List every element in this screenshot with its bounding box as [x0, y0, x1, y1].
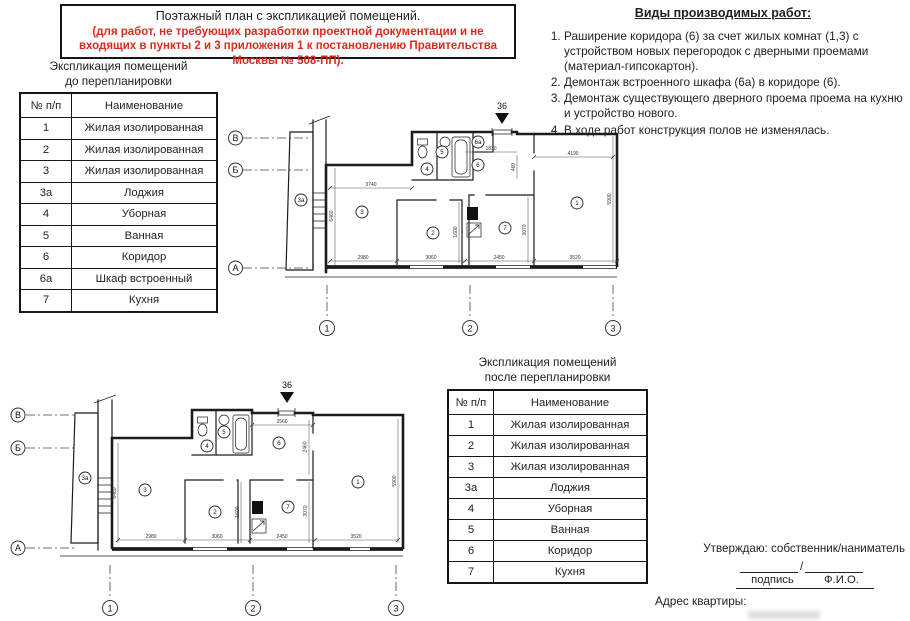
- cell-name: Кухня: [494, 562, 648, 584]
- table-after-title-line2: после перепланировки: [484, 370, 611, 385]
- room-label: [352, 476, 364, 488]
- entrance-opening: [278, 408, 295, 417]
- cell-num: 3: [448, 457, 494, 478]
- room-label: [571, 197, 583, 209]
- dim-label: 2980: [357, 255, 369, 261]
- cell-num: 5: [20, 225, 72, 247]
- svg-text:5: 5: [440, 149, 444, 157]
- fio-caption: Ф.И.О.: [823, 574, 859, 586]
- col-header-name: Наименование: [72, 93, 218, 118]
- svg-text:6: 6: [476, 162, 480, 170]
- cell-name: Кухня: [72, 290, 218, 312]
- axis-col-marker: [320, 321, 335, 336]
- exterior-wall: [313, 120, 326, 270]
- svg-text:А: А: [232, 263, 239, 274]
- washbasin-icon: [440, 137, 450, 147]
- cell-num: 4: [448, 499, 494, 520]
- dim-label: 3070: [522, 224, 528, 236]
- page-title: Поэтажный план с экспликацией помещений.: [155, 9, 421, 23]
- axis-col-marker: [463, 321, 478, 336]
- table-header-row: [20, 93, 217, 118]
- axis-row-marker: [11, 408, 25, 422]
- dim-label: 2460: [302, 441, 309, 453]
- cell-name: Ванная: [494, 520, 648, 541]
- dim-label: 2450: [276, 534, 288, 540]
- svg-text:3: 3: [143, 487, 147, 495]
- dim-label: 2980: [145, 534, 157, 540]
- cell-name: Ванная: [72, 225, 218, 247]
- table-row: [448, 457, 647, 478]
- cell-name: Уборная: [494, 499, 648, 520]
- cell-name: Жилая изолированная: [494, 457, 648, 478]
- dim-label: 2560: [276, 419, 288, 425]
- cell-name: Шкаф встроенный: [72, 268, 218, 290]
- table-row: [448, 478, 647, 499]
- col-header-num: № п/п: [20, 93, 72, 118]
- title-red-note: (для работ, не требующих разработки проектной документации и не входящих в пункты 2 и 3 приложения 1 к постановлению Правительства Москвы № 508-ПП).: [78, 26, 498, 67]
- fio-blank: [805, 562, 863, 573]
- svg-text:3а: 3а: [297, 197, 305, 205]
- cell-num: 6: [448, 541, 494, 562]
- svg-text:В: В: [232, 133, 239, 144]
- signature-line: [740, 560, 872, 573]
- signature-caption: подпись: [751, 574, 794, 586]
- approval-text: Утверждаю: собственник/наниматель: [703, 542, 905, 555]
- table-row: [20, 182, 217, 204]
- col-header-name: Наименование: [494, 390, 648, 415]
- entrance-number: 36: [281, 380, 293, 390]
- dim-label: 4190: [567, 151, 579, 157]
- stove-icon: [252, 501, 266, 533]
- dim-label: 3070: [303, 505, 309, 517]
- entrance-number: 36: [496, 101, 508, 111]
- room-label: [436, 146, 448, 158]
- entrance-arrow-icon: [495, 113, 509, 124]
- table-row: [20, 161, 217, 183]
- dim-label: 460: [511, 162, 517, 172]
- cell-name: Жилая изолированная: [494, 415, 648, 436]
- cell-num: 6: [20, 247, 72, 269]
- dim-label: 3060: [211, 534, 223, 540]
- room-label: [218, 426, 230, 438]
- room-label-loggia: [79, 472, 91, 484]
- svg-text:5: 5: [222, 429, 226, 437]
- dim-label: 3520: [350, 534, 362, 540]
- redacted-smudge: [748, 611, 820, 619]
- axis-col-marker: [389, 601, 404, 616]
- table-after-title-line1: Экспликация помещений: [478, 355, 617, 369]
- table-row: [448, 499, 647, 520]
- cell-num: 3: [20, 161, 72, 183]
- table-row: [20, 118, 217, 140]
- table-row: [448, 562, 647, 584]
- work-item: 4. В ходе работ конструкция полов не изменялась.: [564, 123, 908, 138]
- cell-name: Жилая изолированная: [494, 436, 648, 457]
- floor-plan-after: [0, 375, 440, 621]
- svg-text:Б: Б: [232, 165, 239, 176]
- outer-wall-left: [112, 410, 278, 548]
- table-row: [448, 436, 647, 457]
- table-before-title-line1: Экспликация помещений: [49, 59, 188, 73]
- svg-text:6: 6: [277, 440, 281, 448]
- cell-name: Уборная: [72, 204, 218, 226]
- cell-num: 6а: [20, 268, 72, 290]
- svg-text:3: 3: [393, 603, 399, 614]
- dim-label: 1830: [485, 146, 497, 152]
- table-row: [448, 541, 647, 562]
- room-label: [273, 437, 285, 449]
- svg-text:3: 3: [360, 209, 364, 217]
- cell-name: Коридор: [494, 541, 648, 562]
- room-label-loggia: [295, 194, 307, 206]
- cell-name: Лоджия: [494, 478, 648, 499]
- svg-text:6а: 6а: [474, 139, 482, 147]
- cell-num: 2: [448, 436, 494, 457]
- svg-text:3: 3: [610, 323, 616, 334]
- svg-text:3а: 3а: [81, 475, 89, 483]
- dim-label: 1600: [453, 226, 459, 238]
- table-before-title-line2: до перепланировки: [65, 74, 172, 89]
- dim-label: 6460: [112, 487, 118, 499]
- svg-text:В: В: [14, 410, 22, 421]
- explication-table-after: [447, 389, 648, 584]
- dim-label: 5900: [607, 193, 613, 205]
- explication-table-before: [19, 92, 218, 313]
- axis-row-marker: [229, 261, 243, 275]
- bathtub-icon: [452, 137, 470, 177]
- svg-text:А: А: [14, 543, 22, 554]
- room-label: [282, 501, 294, 513]
- cell-num: 5: [448, 520, 494, 541]
- entrance-arrow-icon: [280, 392, 294, 403]
- svg-text:7: 7: [503, 225, 507, 233]
- table-row: [20, 268, 217, 290]
- cell-name: Жилая изолированная: [72, 139, 218, 161]
- svg-text:2: 2: [431, 230, 435, 238]
- dim-label: 1600: [235, 506, 241, 518]
- toilet-icon: [418, 139, 428, 158]
- axis-row-marker: [11, 441, 25, 455]
- cell-name: Жилая изолированная: [72, 118, 218, 140]
- table-row: [20, 290, 217, 312]
- cell-num: 2: [20, 139, 72, 161]
- svg-text:7: 7: [286, 504, 290, 512]
- table-row: [20, 139, 217, 161]
- cell-name: Жилая изолированная: [72, 161, 218, 183]
- svg-text:4: 4: [425, 166, 429, 174]
- room-label: [139, 484, 151, 496]
- table-row: [448, 415, 647, 436]
- svg-text:2: 2: [213, 509, 217, 517]
- floor-plan-before: [226, 95, 630, 341]
- axis-row-marker: [229, 131, 243, 145]
- col-header-num: № п/п: [448, 390, 494, 415]
- toilet-icon: [198, 417, 208, 436]
- room-label: [201, 440, 213, 452]
- dim-label: 5900: [392, 475, 398, 487]
- room-label: [209, 506, 221, 518]
- cell-num: 7: [20, 290, 72, 312]
- room-label: [356, 206, 368, 218]
- axis-col-marker: [606, 321, 621, 336]
- axis-col-lines: [110, 565, 396, 599]
- table-row: [448, 520, 647, 541]
- table-row: [20, 225, 217, 247]
- approval-block: [688, 542, 905, 589]
- work-item: 3. Демонтаж существующего дверного проема проема на кухню и устройство нового.: [564, 91, 908, 121]
- signature-captions: [736, 574, 874, 589]
- cell-name: Коридор: [72, 247, 218, 269]
- svg-text:4: 4: [205, 443, 209, 451]
- axis-col-marker: [246, 601, 261, 616]
- signature-slash: /: [800, 560, 804, 573]
- room-label-wardrobe: [472, 136, 484, 148]
- table-after-title: [447, 355, 648, 386]
- room-label: [427, 227, 439, 239]
- dim-label: 3060: [425, 255, 437, 261]
- cell-num: 3а: [448, 478, 494, 499]
- dim-label: 3740: [365, 182, 377, 188]
- svg-text:Б: Б: [15, 443, 21, 454]
- svg-text:2: 2: [250, 603, 256, 614]
- svg-text:1: 1: [324, 323, 330, 334]
- dim-label: 2450: [493, 255, 505, 261]
- exterior-wall: [98, 400, 112, 550]
- work-item: 2. Демонтаж встроенного шкафа (6а) в коридоре (6).: [564, 75, 908, 90]
- axis-row-marker: [229, 163, 243, 177]
- entrance-opening: [492, 128, 512, 136]
- bathtub-icon: [233, 415, 249, 453]
- cell-num: 3а: [20, 182, 72, 204]
- axis-row-lines: [26, 415, 75, 548]
- cell-num: 1: [448, 415, 494, 436]
- dim-label: 3520: [569, 255, 581, 261]
- svg-text:2: 2: [467, 323, 473, 334]
- work-item: 1. Раширение коридора (6) за счет жилых комнат (1,3) с устройством новых перегородок с дверными проемами (материал-гипсокартон).: [564, 29, 908, 74]
- room-label: [499, 222, 511, 234]
- room-label: [472, 159, 484, 171]
- cell-name: Лоджия: [72, 182, 218, 204]
- axis-col-lines: [327, 285, 613, 319]
- table-header-row: [448, 390, 647, 415]
- table-before-title: [19, 59, 218, 90]
- axis-col-marker: [103, 601, 118, 616]
- table-row: [20, 247, 217, 269]
- svg-text:1: 1: [356, 479, 360, 487]
- room-partitions: [397, 134, 534, 265]
- cell-num: 4: [20, 204, 72, 226]
- cell-num: 1: [20, 118, 72, 140]
- dim-label: 6460: [329, 210, 335, 222]
- axis-row-marker: [11, 541, 25, 555]
- washbasin-icon: [219, 415, 229, 425]
- room-label: [421, 163, 433, 175]
- svg-text:1: 1: [107, 603, 113, 614]
- signature-blank: [740, 562, 798, 573]
- cell-num: 7: [448, 562, 494, 584]
- svg-text:1: 1: [575, 200, 579, 208]
- works-heading: Виды производимых работ:: [634, 6, 812, 20]
- address-label: Адрес квартиры:: [655, 594, 747, 608]
- table-row: [20, 204, 217, 226]
